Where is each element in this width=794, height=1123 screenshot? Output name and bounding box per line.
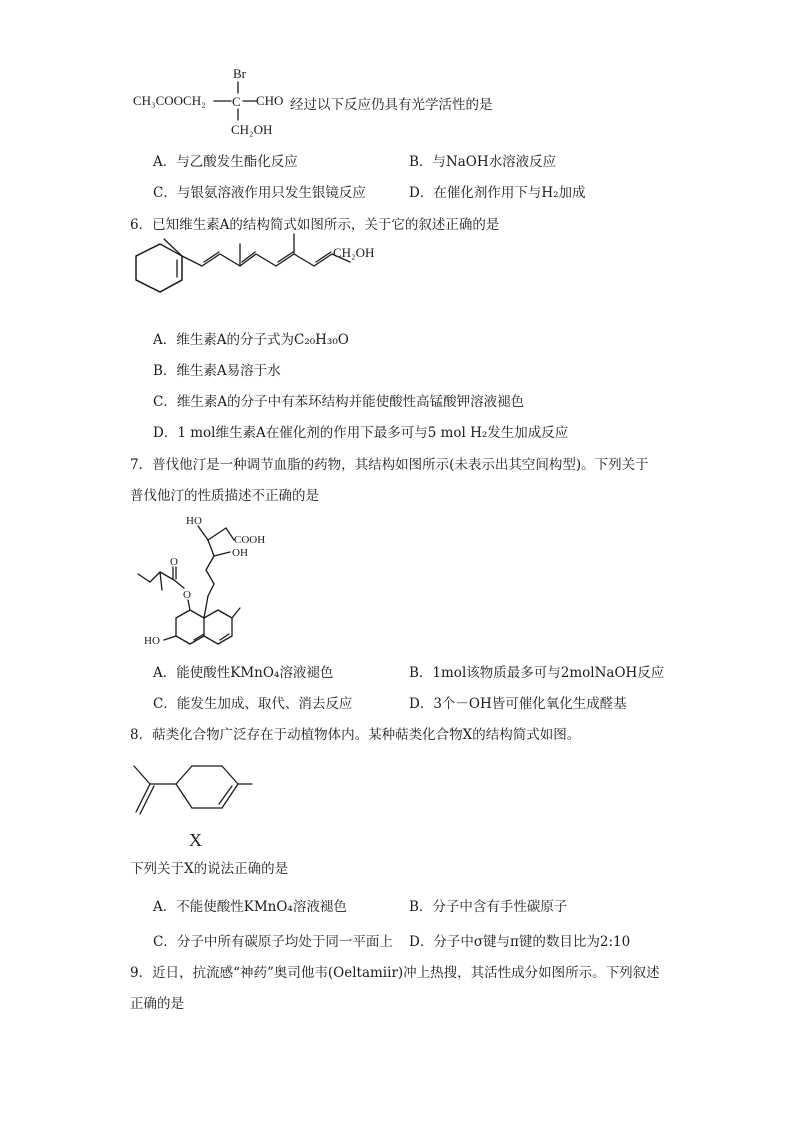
q6-option-d[interactable]: D．1 mol维生素A在催化剂的作用下最多可与5 mol H₂发生加成反应 xyxy=(153,425,569,441)
q7-option-b[interactable]: B．1mol该物质最多可与2molNaOH反应 xyxy=(409,665,665,681)
q7-stem-line2: 普伐他汀的性质描述不正确的是 xyxy=(130,488,319,504)
q6-option-a[interactable]: A．维生素A的分子式为C₂₀H₃₀O xyxy=(153,332,349,348)
q5-stem: 经过以下反应仍具有光学活性的是 xyxy=(290,97,493,113)
q7-ester-o-label: O xyxy=(183,589,191,601)
q5-central-carbon: C xyxy=(232,94,241,109)
q6-ch2oh-label: CH₂OH xyxy=(333,245,375,260)
q5-left-group: CH₃COOCH₂ xyxy=(133,93,206,108)
q5-bottom-group: CH₂OH xyxy=(231,122,273,137)
q6-option-b[interactable]: B．维生素A易溶于水 xyxy=(153,363,281,379)
q5-br-label: Br xyxy=(233,66,246,81)
q8-x-label: X xyxy=(189,830,202,850)
q5-option-a[interactable]: A．与乙酸发生酯化反应 xyxy=(153,154,298,170)
q5-option-c[interactable]: C．与银氨溶液作用只发生银镜反应 xyxy=(153,185,366,201)
q7-pravastatin-structure xyxy=(128,510,288,650)
q5-option-d[interactable]: D．在催化剂作用下与H₂加成 xyxy=(409,185,586,201)
q8-option-d[interactable]: D．分子中σ键与π键的数目比为2:10 xyxy=(409,934,631,950)
q7-carbonyl-o-label: O xyxy=(170,556,178,568)
q6-option-c[interactable]: C．维生素A的分子中有苯环结构并能使酸性高锰酸钾溶液褪色 xyxy=(153,394,525,410)
q7-option-a[interactable]: A．能使酸性KMnO₄溶液褪色 xyxy=(153,665,334,681)
q7-oh-label: OH xyxy=(232,547,248,559)
q7-ho-top-label: HO xyxy=(186,515,202,527)
q7-stem-line1: 7．普伐他汀是一种调节血脂的药物，其结构如图所示(未表示出其空间构型)。下列关于 xyxy=(130,457,649,473)
q6-stem: 6．已知维生素A的结构简式如图所示，关于它的叙述正确的是 xyxy=(130,217,500,233)
q8-lead: 下列关于X的说法正确的是 xyxy=(130,861,289,877)
q8-terpene-x-structure xyxy=(128,756,268,856)
q5-right-group: CHO xyxy=(256,93,284,108)
q9-stem-line2: 正确的是 xyxy=(130,996,184,1012)
q8-option-b[interactable]: B．分子中含有手性碳原子 xyxy=(409,899,568,915)
q8-option-c[interactable]: C．分子中所有碳原子均处于同一平面上 xyxy=(153,934,393,950)
q6-vitamin-a-structure xyxy=(128,236,388,326)
q5-option-b[interactable]: B．与NaOH水溶液反应 xyxy=(409,154,557,170)
q7-ho-bottom-label: HO xyxy=(144,635,160,647)
q8-option-a[interactable]: A．不能使酸性KMnO₄溶液褪色 xyxy=(153,899,347,915)
q7-cooh-label: COOH xyxy=(234,534,266,546)
q9-stem-line1: 9．近日，抗流感“神药”奥司他韦(Oeltamiir)冲上热搜，其活性成分如图所示。下列叙述 xyxy=(130,965,660,981)
q7-option-d[interactable]: D．3个－OH皆可催化氧化生成醛基 xyxy=(409,696,627,712)
q8-stem: 8．萜类化合物广泛存在于动植物体内。某种萜类化合物X的结构简式如图。 xyxy=(130,727,581,743)
q7-option-c[interactable]: C．能发生加成、取代、消去反应 xyxy=(153,696,353,712)
